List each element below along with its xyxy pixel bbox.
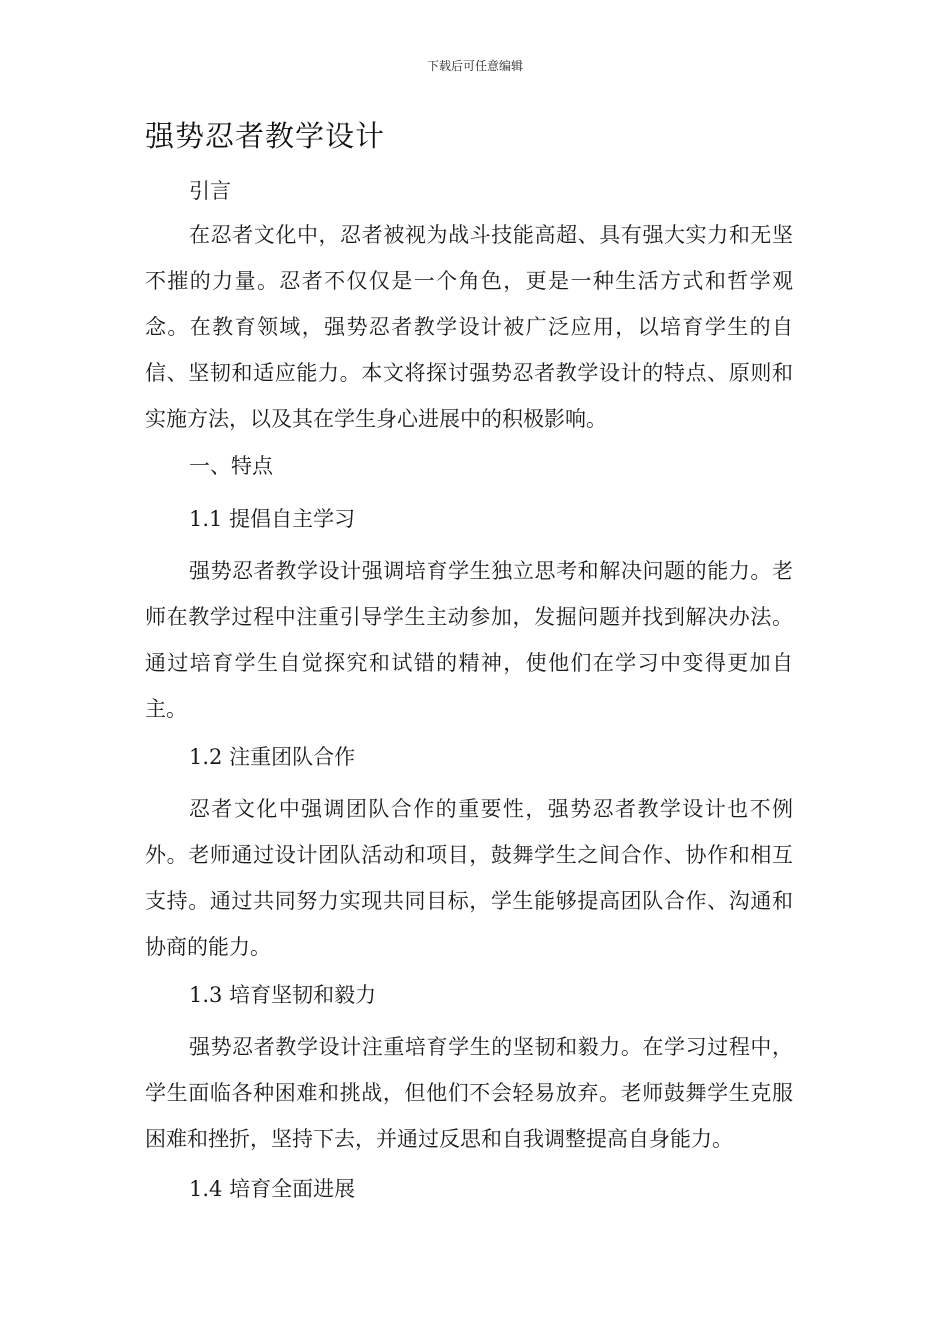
intro-heading: 引言 <box>189 179 231 203</box>
subsection-heading-1-3: 1.3 培育坚韧和毅力 <box>189 983 377 1007</box>
subsection-heading-1-4: 1.4 培育全面进展 <box>189 1177 356 1201</box>
section-heading-features: 一、特点 <box>189 454 273 478</box>
intro-paragraph: 在忍者文化中，忍者被视为战斗技能高超、具有强大实力和无坚不摧的力量。忍者不仅仅是一个角色，更是一种生活方式和哲学观念。在教育领域，强势忍者教学设计被广泛应用，以培育学生的自信、坚韧和适应能力。本文将探讨强势忍者教学设计的特点、原则和实施方法，以及其在学生身心进展中的积极影响。 <box>145 223 793 431</box>
document-title: 强势忍者教学设计 <box>145 119 386 153</box>
subsection-heading-1-1: 1.1 提倡自主学习 <box>189 507 356 531</box>
subsection-heading-1-2: 1.2 注重团队合作 <box>189 745 356 769</box>
subsection-paragraph-1-1: 强势忍者教学设计强调培育学生独立思考和解决问题的能力。老师在教学过程中注重引导学生主动参加，发掘问题并找到解决办法。通过培育学生自觉探究和试错的精神，使他们在学习中变得更加自主。 <box>145 559 793 721</box>
header-note: 下载后可任意编辑 <box>426 59 523 73</box>
subsection-paragraph-1-3: 强势忍者教学设计注重培育学生的坚韧和毅力。在学习过程中，学生面临各种困难和挑战，但他们不会轻易放弃。老师鼓舞学生克服困难和挫折，坚持下去，并通过反思和自我调整提高自身能力。 <box>145 1035 793 1151</box>
subsection-paragraph-1-2: 忍者文化中强调团队合作的重要性，强势忍者教学设计也不例外。老师通过设计团队活动和项目，鼓舞学生之间合作、协作和相互支持。通过共同努力实现共同目标，学生能够提高团队合作、沟通和协商的能力。 <box>145 797 793 959</box>
